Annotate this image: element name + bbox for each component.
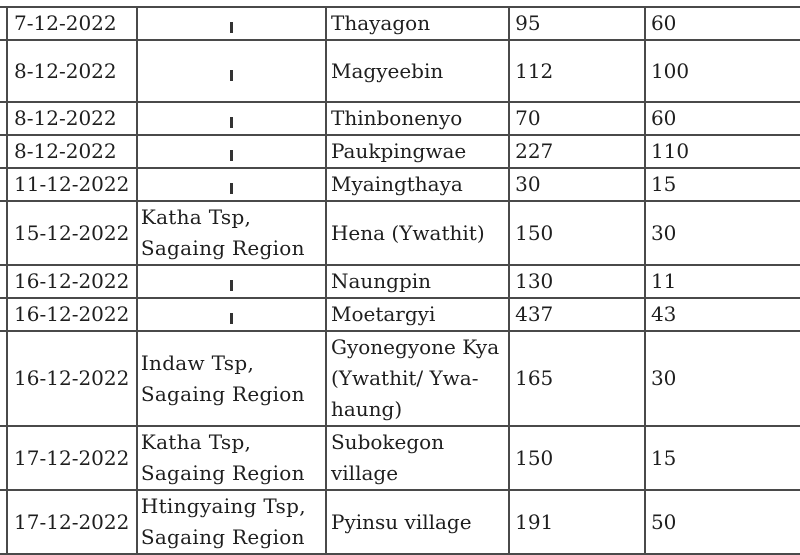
left-margin-cell — [0, 426, 7, 490]
ditto-mark — [230, 70, 233, 81]
location-cell — [137, 40, 326, 102]
table-row — [0, 7, 800, 40]
village-cell: Magyeebin — [326, 40, 509, 102]
value2-cell: 100 — [645, 40, 800, 102]
left-margin-cell — [0, 298, 7, 331]
date-cell: 16-12-2022 — [7, 298, 137, 331]
value2-cell: 15 — [645, 426, 800, 490]
location-cell: Katha Tsp, Sagaing Region — [137, 201, 326, 265]
date-cell: 8-12-2022 — [7, 40, 137, 102]
date-cell: 15-12-2022 — [7, 201, 137, 265]
value2-cell: 60 — [645, 7, 800, 40]
ditto-mark — [230, 183, 233, 194]
date-cell: 8-12-2022 — [7, 135, 137, 168]
value1-cell: 30 — [509, 168, 645, 201]
value1-cell: 191 — [509, 490, 645, 554]
value1-cell: 437 — [509, 298, 645, 331]
location-cell — [137, 102, 326, 135]
location-cell — [137, 168, 326, 201]
left-margin-cell — [0, 168, 7, 201]
village-cell: Naungpin — [326, 265, 509, 298]
location-cell: Indaw Tsp, Sagaing Region — [137, 331, 326, 426]
date-cell: 16-12-2022 — [7, 331, 137, 426]
value2-cell: 60 — [645, 102, 800, 135]
value1-cell: 227 — [509, 135, 645, 168]
left-margin-cell — [0, 135, 7, 168]
location-cell — [137, 7, 326, 40]
left-margin-cell — [0, 490, 7, 554]
value2-cell: 30 — [645, 331, 800, 426]
table-row — [0, 201, 800, 265]
table-row — [0, 426, 800, 490]
date-cell: 17-12-2022 — [7, 426, 137, 490]
location-cell — [137, 265, 326, 298]
village-cell: Thinbonenyo — [326, 102, 509, 135]
village-cell: Subokegon village — [326, 426, 509, 490]
table-row — [0, 298, 800, 331]
location-cell: Katha Tsp, Sagaing Region — [137, 426, 326, 490]
value2-cell: 43 — [645, 298, 800, 331]
table-row — [0, 490, 800, 554]
date-cell: 7-12-2022 — [7, 7, 137, 40]
location-cell: Htingyaing Tsp, Sagaing Region — [137, 490, 326, 554]
ditto-mark — [230, 150, 233, 161]
left-margin-cell — [0, 265, 7, 298]
date-cell: 17-12-2022 — [7, 490, 137, 554]
village-cell: Thayagon — [326, 7, 509, 40]
ditto-mark — [230, 313, 233, 324]
left-margin-cell — [0, 102, 7, 135]
village-cell: Myaingthaya — [326, 168, 509, 201]
value2-cell: 15 — [645, 168, 800, 201]
value1-cell: 165 — [509, 331, 645, 426]
left-margin-cell — [0, 7, 7, 40]
table-row — [0, 102, 800, 135]
left-margin-cell — [0, 331, 7, 426]
value1-cell: 95 — [509, 7, 645, 40]
value1-cell: 150 — [509, 201, 645, 265]
value2-cell: 50 — [645, 490, 800, 554]
ditto-mark — [230, 22, 233, 33]
village-cell: Moetargyi — [326, 298, 509, 331]
ditto-mark — [230, 117, 233, 128]
left-margin-cell — [0, 201, 7, 265]
date-cell: 8-12-2022 — [7, 102, 137, 135]
table-row — [0, 331, 800, 426]
location-cell — [137, 135, 326, 168]
village-cell: Hena (Ywathit) — [326, 201, 509, 265]
value1-cell: 130 — [509, 265, 645, 298]
data-table — [0, 6, 800, 555]
ditto-mark — [230, 280, 233, 291]
value1-cell: 70 — [509, 102, 645, 135]
table-row — [0, 40, 800, 102]
village-cell: Gyonegyone Kya (Ywathit/ Ywa-haung) — [326, 331, 509, 426]
village-cell: Paukpingwae — [326, 135, 509, 168]
left-margin-cell — [0, 40, 7, 102]
value1-cell: 150 — [509, 426, 645, 490]
value1-cell: 112 — [509, 40, 645, 102]
table-row — [0, 265, 800, 298]
village-cell: Pyinsu village — [326, 490, 509, 554]
value2-cell: 30 — [645, 201, 800, 265]
table-row — [0, 168, 800, 201]
date-cell: 11-12-2022 — [7, 168, 137, 201]
location-cell — [137, 298, 326, 331]
value2-cell: 11 — [645, 265, 800, 298]
date-cell: 16-12-2022 — [7, 265, 137, 298]
value2-cell: 110 — [645, 135, 800, 168]
table-row — [0, 135, 800, 168]
